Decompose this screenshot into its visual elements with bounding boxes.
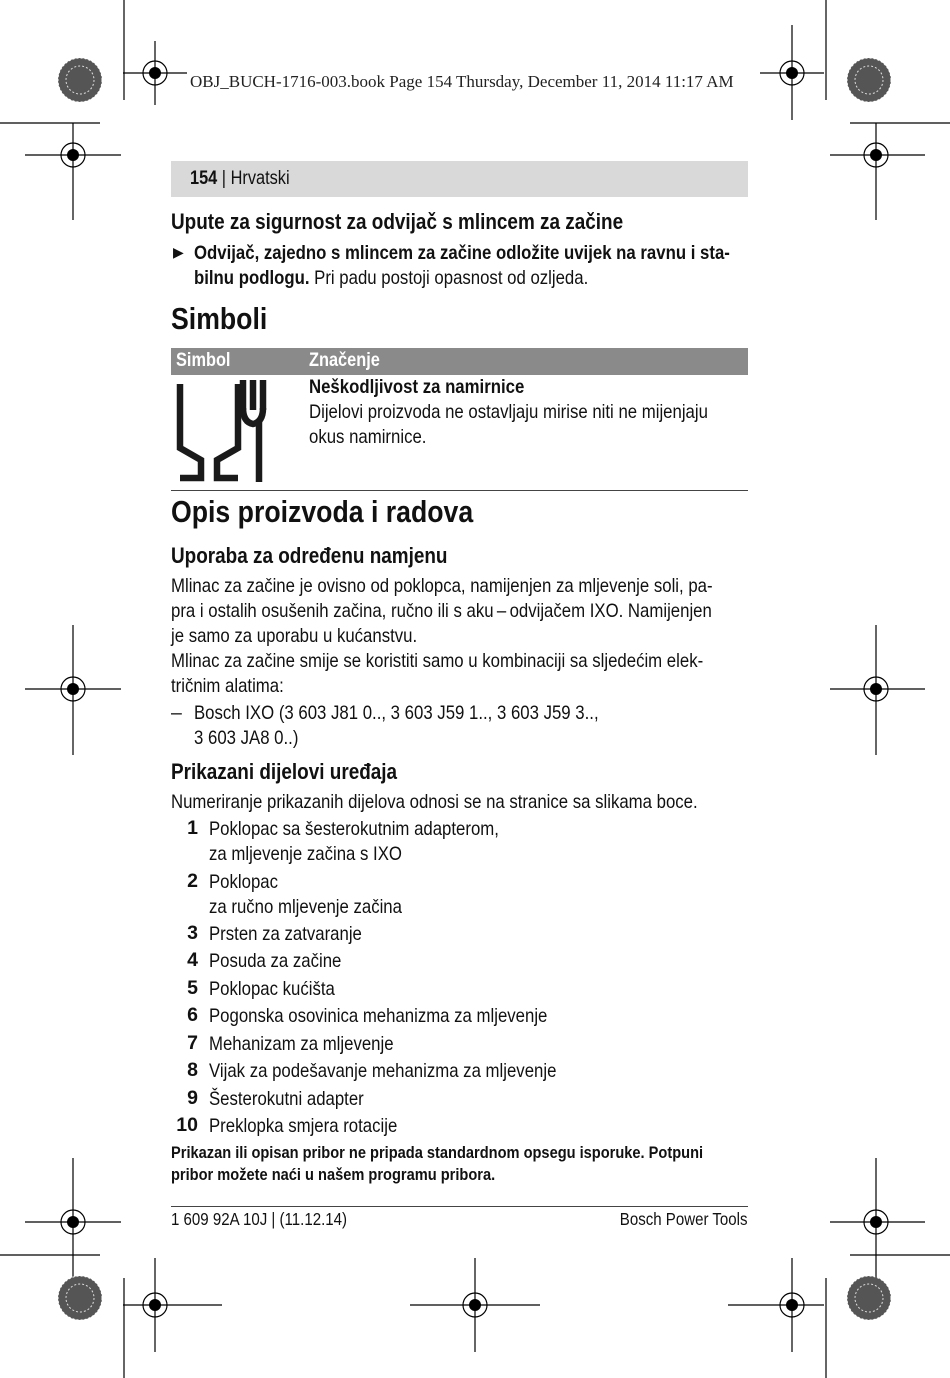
accessory-note-1: Prikazan ili opisan pribor ne pripada standardnom opsegu isporuke. Potpuni (171, 1143, 704, 1162)
page-header (171, 161, 748, 197)
use-line-2: pra i ostalih osušenih začina, ručno ili s aku – odvijačem IXO. Namijenjen (171, 600, 712, 622)
parts-intro: Numeriranje prikazanih dijelova odnosi se na stranice sa slikama boce. (171, 791, 698, 813)
page-number: 154 (190, 168, 218, 189)
use-line-5: tričnim alatima: (171, 675, 284, 697)
col-meaning: Značenje (309, 350, 380, 371)
part-label: Prsten za zatvaranje (209, 923, 362, 945)
part-number: 6 (187, 1004, 198, 1026)
symbol-text-2: okus namirnice. (309, 426, 427, 448)
part-label: Šesterokutni adapter (209, 1088, 364, 1110)
header-language: Hrvatski (230, 168, 290, 189)
part-label: Pogonska osovinica mehanizma za mljevenje (209, 1005, 548, 1027)
symbol-title: Neškodljivost za namirnice (309, 376, 525, 398)
safety-bullet-rest: Pri padu postoji opasnost od ozljeda. (309, 267, 589, 289)
part-label: Poklopac sa šesterokutnim adapterom, (209, 818, 499, 840)
use-line-4: Mlinac za začine smije se koristiti samo u kombinaciji sa sljedećim elek- (171, 650, 704, 672)
part-number: 10 (176, 1114, 198, 1136)
part-number: 3 (187, 922, 198, 944)
symbols-table-header (171, 348, 748, 375)
part-number: 1 (187, 817, 198, 839)
accessory-note-2: pribor možete naći u našem programu pribora. (171, 1165, 496, 1184)
part-number: 7 (187, 1032, 198, 1054)
use-line-1: Mlinac za začine je ovisno od poklopca, namijenjen za mljevenje soli, pa- (171, 575, 713, 597)
safety-heading: Upute za sigurnost za odvijač s mlincem za začine (171, 209, 624, 234)
glass-fork-food-safe-icon (171, 378, 271, 486)
table-divider (171, 490, 748, 491)
footer-right: Bosch Power Tools (620, 1209, 748, 1229)
safety-bullet-bold-2: bilnu podlogu. (194, 267, 310, 289)
safety-bullet-line2 (194, 266, 588, 291)
part-label: Vijak za podešavanje mehanizma za mljevenje (209, 1060, 557, 1082)
part-number: 9 (187, 1087, 198, 1109)
part-label-continued: za mljevenje začina s IXO (209, 843, 402, 865)
printer-slug: OBJ_BUCH-1716-003.book Page 154 Thursday, December 11, 2014 11:17 AM (190, 72, 734, 91)
safety-bullet-bold-1: Odvijač, zajedno s mlincem za začine odložite uvijek na ravnu i sta- (194, 242, 730, 264)
part-label: Posuda za začine (209, 950, 342, 972)
part-label: Mehanizam za mljevenje (209, 1033, 394, 1055)
part-number: 2 (187, 870, 198, 892)
list-dash: – (171, 702, 182, 724)
tool-line-2: 3 603 JA8 0..) (194, 727, 299, 749)
triangle-bullet-icon: ▶ (173, 244, 184, 260)
description-heading: Opis proizvoda i radova (171, 494, 474, 529)
symbols-heading: Simboli (171, 301, 268, 336)
footer-rule (171, 1206, 748, 1207)
tool-line-1: Bosch IXO (3 603 J81 0.., 3 603 J59 1.., 3 603 J59 3.., (194, 702, 599, 724)
part-number: 8 (187, 1059, 198, 1081)
use-line-3: je samo za uporabu u kućanstvu. (171, 625, 418, 647)
part-number: 5 (187, 977, 198, 999)
part-number: 4 (187, 949, 198, 971)
header-separator: | (221, 168, 227, 189)
symbol-text-1: Dijelovi proizvoda ne ostavljaju mirise niti ne mijenjaju (309, 401, 708, 423)
safety-bullet-line1 (194, 241, 730, 266)
part-label: Poklopac (209, 871, 278, 893)
part-label-continued: za ručno mljevenje začina (209, 896, 402, 918)
use-heading: Uporaba za određenu namjenu (171, 543, 448, 568)
footer-left: 1 609 92A 10J | (11.12.14) (171, 1209, 348, 1229)
part-label: Preklopka smjera rotacije (209, 1115, 398, 1137)
parts-heading: Prikazani dijelovi uređaja (171, 759, 398, 784)
col-symbol: Simbol (176, 350, 231, 371)
part-label: Poklopac kućišta (209, 978, 335, 1000)
